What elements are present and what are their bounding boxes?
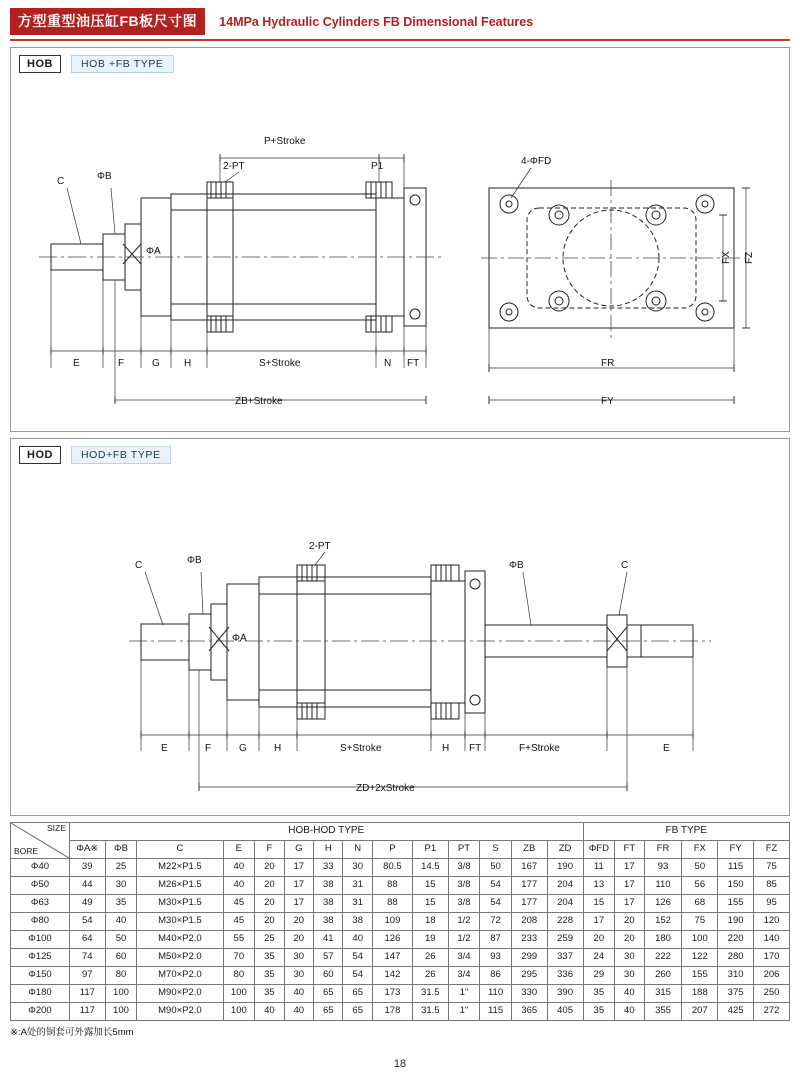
table-note: ※:A处的铜套可外露加长5mm	[10, 1027, 134, 1038]
table-cell: 93	[644, 859, 682, 877]
table-cell: 20	[255, 895, 284, 913]
table-row	[11, 931, 790, 949]
col-head: FR	[644, 841, 682, 859]
table-cell: 30	[615, 967, 644, 985]
table-cell: 17	[583, 913, 615, 931]
table-cell: 25	[255, 931, 284, 949]
table-cell-bore: Φ50	[11, 877, 70, 895]
label-h: H	[184, 358, 192, 369]
table-cell-bore: Φ150	[11, 967, 70, 985]
table-cell-bore: Φ80	[11, 913, 70, 931]
label-phib: ΦB	[97, 171, 112, 182]
table-cell: 40	[343, 931, 372, 949]
table-cell: 147	[372, 949, 412, 967]
table-cell: 150	[718, 877, 754, 895]
table-cell: 30	[105, 877, 137, 895]
table-cell: 95	[754, 895, 790, 913]
table-cell: 97	[69, 967, 105, 985]
col-head: S	[480, 841, 512, 859]
table-group-hob-hod: HOB-HOD TYPE	[69, 823, 583, 841]
table-cell: 40	[284, 985, 313, 1003]
label-fy: FY	[601, 396, 614, 407]
table-cell: 1"	[448, 1003, 480, 1021]
table-cell: 54	[480, 895, 512, 913]
spec-table	[10, 822, 790, 1021]
table-cell: 206	[754, 967, 790, 985]
table-cell: 88	[372, 877, 412, 895]
col-head: PT	[448, 841, 480, 859]
table-cell-bore: Φ125	[11, 949, 70, 967]
table-cell: 142	[372, 967, 412, 985]
table-cell: 40	[615, 1003, 644, 1021]
table-cell: 72	[480, 913, 512, 931]
table-cell: 190	[718, 913, 754, 931]
table-cell: 55	[223, 931, 255, 949]
table-cell: 75	[754, 859, 790, 877]
table-cell: 120	[754, 913, 790, 931]
table-cell: 80	[223, 967, 255, 985]
table-cell: 17	[615, 895, 644, 913]
table-cell: 208	[511, 913, 547, 931]
table-cell: 14.5	[412, 859, 448, 877]
panel-hob	[10, 47, 790, 432]
table-cell: 1"	[448, 985, 480, 1003]
table-cell: 20	[284, 913, 313, 931]
table-cell: 15	[412, 877, 448, 895]
table-cell: 11	[583, 859, 615, 877]
table-cell: 299	[511, 949, 547, 967]
table-cell: 315	[644, 985, 682, 1003]
table-cell: 173	[372, 985, 412, 1003]
table-cell: 100	[105, 1003, 137, 1021]
table-cell: 44	[69, 877, 105, 895]
label-zd-stroke: ZD+2xStroke	[356, 783, 415, 794]
table-cell: 280	[718, 949, 754, 967]
table-cell: 260	[644, 967, 682, 985]
table-cell: 31.5	[412, 985, 448, 1003]
label-f-stroke: F+Stroke	[519, 743, 560, 754]
table-cell: 375	[718, 985, 754, 1003]
table-cell: 38	[314, 877, 343, 895]
col-head: G	[284, 841, 313, 859]
label-phia: ΦA	[146, 246, 161, 257]
table-cell-bore: Φ180	[11, 985, 70, 1003]
table-cell-bore: Φ40	[11, 859, 70, 877]
table-group-fb: FB TYPE	[583, 823, 789, 841]
table-cell: 93	[480, 949, 512, 967]
label-fx: FX	[721, 251, 732, 264]
table-cell: 64	[69, 931, 105, 949]
table-cell: 38	[343, 913, 372, 931]
table-cell: M30×P1.5	[137, 895, 223, 913]
label-p1: P1	[371, 161, 384, 172]
table-cell: 337	[547, 949, 583, 967]
table-cell: 405	[547, 1003, 583, 1021]
table-cell: 207	[682, 1003, 718, 1021]
table-cell: 100	[223, 1003, 255, 1021]
table-corner-bore: BORE	[14, 846, 39, 857]
table-cell: 20	[284, 931, 313, 949]
table-cell: M90×P2.0	[137, 1003, 223, 1021]
table-cell: 50	[682, 859, 718, 877]
table-cell: 54	[480, 877, 512, 895]
col-head: ΦFD	[583, 841, 615, 859]
label-fr: FR	[601, 358, 615, 369]
table-cell: 20	[255, 859, 284, 877]
table-cell: 65	[314, 985, 343, 1003]
table-cell: 233	[511, 931, 547, 949]
label-fz: FZ	[744, 251, 755, 264]
table-cell: 204	[547, 877, 583, 895]
table-cell: 68	[682, 895, 718, 913]
table-cell: 35	[105, 895, 137, 913]
table-cell: 390	[547, 985, 583, 1003]
table-cell: 20	[255, 877, 284, 895]
table-cell: 188	[682, 985, 718, 1003]
table-cell: 178	[372, 1003, 412, 1021]
table-cell: 365	[511, 1003, 547, 1021]
label-f-hod: F	[205, 743, 212, 754]
table-cell: 155	[682, 967, 718, 985]
table-cell: 35	[255, 949, 284, 967]
table-cell: 65	[314, 1003, 343, 1021]
table-cell: 220	[718, 931, 754, 949]
label-c-right: C	[621, 560, 629, 571]
table-cell: 126	[644, 895, 682, 913]
label-p-stroke: P+Stroke	[264, 136, 306, 147]
table-cell: 152	[644, 913, 682, 931]
table-cell: 204	[547, 895, 583, 913]
table-cell: 100	[105, 985, 137, 1003]
table-cell: 41	[314, 931, 343, 949]
table-cell: 310	[718, 967, 754, 985]
table-cell: 40	[255, 1003, 284, 1021]
col-head: N	[343, 841, 372, 859]
table-cell: 3/8	[448, 877, 480, 895]
table-cell: 250	[754, 985, 790, 1003]
table-cell: 140	[754, 931, 790, 949]
table-cell: 30	[284, 949, 313, 967]
table-cell: 35	[255, 985, 284, 1003]
table-cell: 17	[615, 877, 644, 895]
table-row	[11, 967, 790, 985]
table-cell: 17	[284, 859, 313, 877]
table-cell: 35	[583, 985, 615, 1003]
label-e-right: E	[663, 743, 670, 754]
label-h2: H	[442, 743, 450, 754]
col-head: FT	[615, 841, 644, 859]
table-cell: 20	[583, 931, 615, 949]
table-cell: 20	[615, 931, 644, 949]
table-group-header-row	[11, 823, 790, 841]
table-cell: 3/4	[448, 967, 480, 985]
table-cell: 110	[644, 877, 682, 895]
table-cell: 17	[284, 895, 313, 913]
table-row	[11, 859, 790, 877]
label-zb-stroke: ZB+Stroke	[235, 396, 283, 407]
table-cell: 425	[718, 1003, 754, 1021]
col-head: FZ	[754, 841, 790, 859]
table-cell: 75	[682, 913, 718, 931]
table-cell: 228	[547, 913, 583, 931]
table-cell: 20	[255, 913, 284, 931]
table-cell: 49	[69, 895, 105, 913]
label-4-phifd: 4-ΦFD	[521, 156, 552, 167]
table-cell: M70×P2.0	[137, 967, 223, 985]
col-head: P	[372, 841, 412, 859]
page-title-en: 14MPa Hydraulic Cylinders FB Dimensional Features	[219, 14, 534, 29]
table-cell: 31.5	[412, 1003, 448, 1021]
table-row	[11, 895, 790, 913]
table-cell: 126	[372, 931, 412, 949]
table-cell: 1/2	[448, 931, 480, 949]
table-cell: 336	[547, 967, 583, 985]
table-row	[11, 949, 790, 967]
table-cell: 170	[754, 949, 790, 967]
table-cell: 30	[284, 967, 313, 985]
col-head: E	[223, 841, 255, 859]
label-g: G	[152, 358, 160, 369]
table-cell: 15	[583, 895, 615, 913]
table-cell: M30×P1.5	[137, 913, 223, 931]
table-cell: 26	[412, 967, 448, 985]
label-ft-hod: FT	[469, 743, 482, 754]
table-cell: 33	[314, 859, 343, 877]
table-cell: 39	[69, 859, 105, 877]
table-cell-bore: Φ63	[11, 895, 70, 913]
hod-drawing	[11, 439, 789, 815]
label-h1: H	[274, 743, 282, 754]
table-cell: 70	[223, 949, 255, 967]
table-cell: 110	[480, 985, 512, 1003]
table-cell: 29	[583, 967, 615, 985]
table-cell: 190	[547, 859, 583, 877]
table-cell: 80.5	[372, 859, 412, 877]
label-2pt-hod: 2-PT	[309, 541, 331, 552]
table-cell: 31	[343, 877, 372, 895]
table-cell: 45	[223, 895, 255, 913]
table-cell: 100	[682, 931, 718, 949]
table-cell: 40	[615, 985, 644, 1003]
label-g-hod: G	[239, 743, 247, 754]
table-cell: 87	[480, 931, 512, 949]
table-cell: 56	[682, 877, 718, 895]
table-cell: 50	[105, 931, 137, 949]
table-cell: 3/8	[448, 895, 480, 913]
table-cell: 65	[343, 1003, 372, 1021]
label-ft: FT	[407, 358, 420, 369]
label-phia-hod: ΦA	[232, 633, 247, 644]
label-e-left: E	[161, 743, 168, 754]
panel-hod-type-label: HOD+FB TYPE	[71, 446, 171, 464]
label-phib-left: ΦB	[187, 555, 202, 566]
col-head: C	[137, 841, 223, 859]
table-cell: 155	[718, 895, 754, 913]
table-cell: 177	[511, 877, 547, 895]
col-head: F	[255, 841, 284, 859]
table-cell: 3/4	[448, 949, 480, 967]
table-cell: M50×P2.0	[137, 949, 223, 967]
label-c: C	[57, 176, 65, 187]
table-cell: 115	[480, 1003, 512, 1021]
table-corner-cell	[11, 823, 70, 859]
table-cell: M22×P1.5	[137, 859, 223, 877]
table-cell: 167	[511, 859, 547, 877]
table-cell: 122	[682, 949, 718, 967]
label-f: F	[118, 358, 125, 369]
table-cell: 17	[615, 859, 644, 877]
col-head: ZB	[511, 841, 547, 859]
page-title-cn: 方型重型油压缸FB板尺寸图	[10, 8, 205, 35]
table-cell: 60	[314, 967, 343, 985]
table-cell: 180	[644, 931, 682, 949]
table-cell: 40	[105, 913, 137, 931]
col-head: ZD	[547, 841, 583, 859]
label-2pt: 2-PT	[223, 161, 245, 172]
table-cell: 222	[644, 949, 682, 967]
table-cell: 100	[223, 985, 255, 1003]
table-cell: 18	[412, 913, 448, 931]
table-row	[11, 985, 790, 1003]
table-cell: 54	[69, 913, 105, 931]
table-cell: 295	[511, 967, 547, 985]
label-e: E	[73, 358, 80, 369]
table-cell: 15	[412, 895, 448, 913]
col-head: ΦA※	[69, 841, 105, 859]
table-cell: 1/2	[448, 913, 480, 931]
table-cell: M40×P2.0	[137, 931, 223, 949]
panel-hod	[10, 438, 790, 816]
table-cell: 19	[412, 931, 448, 949]
page-header	[10, 8, 790, 41]
table-column-header-row	[11, 841, 790, 859]
table-cell: 109	[372, 913, 412, 931]
table-cell: 20	[615, 913, 644, 931]
table-cell: 35	[255, 967, 284, 985]
table-corner-size: SIZE	[47, 823, 66, 833]
table-cell: 80	[105, 967, 137, 985]
label-c-left: C	[135, 560, 143, 571]
table-row	[11, 913, 790, 931]
page-number: 18	[393, 1058, 407, 1070]
table-cell: 259	[547, 931, 583, 949]
table-cell: 38	[314, 895, 343, 913]
table-cell: 74	[69, 949, 105, 967]
label-s-stroke: S+Stroke	[259, 358, 301, 369]
table-cell: 54	[343, 949, 372, 967]
label-phib-right: ΦB	[509, 560, 524, 571]
table-cell: 65	[343, 985, 372, 1003]
table-cell: 50	[480, 859, 512, 877]
label-n: N	[384, 358, 392, 369]
panel-hod-code: HOD	[19, 446, 61, 464]
table-cell: 177	[511, 895, 547, 913]
table-cell: 54	[343, 967, 372, 985]
panel-hob-type-label: HOB +FB TYPE	[71, 55, 174, 73]
table-cell: 45	[223, 913, 255, 931]
table-cell: 86	[480, 967, 512, 985]
table-cell: 24	[583, 949, 615, 967]
table-cell: 117	[69, 985, 105, 1003]
label-s-stroke-hod: S+Stroke	[340, 743, 382, 754]
panel-hob-code: HOB	[19, 55, 61, 73]
table-cell: 30	[615, 949, 644, 967]
table-cell: 17	[284, 877, 313, 895]
hob-drawing	[11, 48, 789, 431]
table-cell-bore: Φ200	[11, 1003, 70, 1021]
table-cell: 115	[718, 859, 754, 877]
table-cell: 25	[105, 859, 137, 877]
table-cell: 3/8	[448, 859, 480, 877]
table-body	[11, 859, 790, 1021]
table-cell: M90×P2.0	[137, 985, 223, 1003]
table-row	[11, 1003, 790, 1021]
col-head: H	[314, 841, 343, 859]
col-head: ΦB	[105, 841, 137, 859]
table-cell: 330	[511, 985, 547, 1003]
table-cell: 40	[284, 1003, 313, 1021]
table-cell: 57	[314, 949, 343, 967]
table-cell: 30	[343, 859, 372, 877]
table-cell: 355	[644, 1003, 682, 1021]
table-cell: 88	[372, 895, 412, 913]
table-cell: 40	[223, 859, 255, 877]
table-cell: 35	[583, 1003, 615, 1021]
table-cell: 60	[105, 949, 137, 967]
col-head: FY	[718, 841, 754, 859]
table-cell: 26	[412, 949, 448, 967]
table-cell: 13	[583, 877, 615, 895]
table-cell-bore: Φ100	[11, 931, 70, 949]
col-head: P1	[412, 841, 448, 859]
table-cell: 272	[754, 1003, 790, 1021]
table-row	[11, 877, 790, 895]
table-cell: 85	[754, 877, 790, 895]
table-cell: 38	[314, 913, 343, 931]
table-cell: 117	[69, 1003, 105, 1021]
table-cell: 31	[343, 895, 372, 913]
table-cell: M26×P1.5	[137, 877, 223, 895]
col-head: FX	[682, 841, 718, 859]
table-cell: 40	[223, 877, 255, 895]
